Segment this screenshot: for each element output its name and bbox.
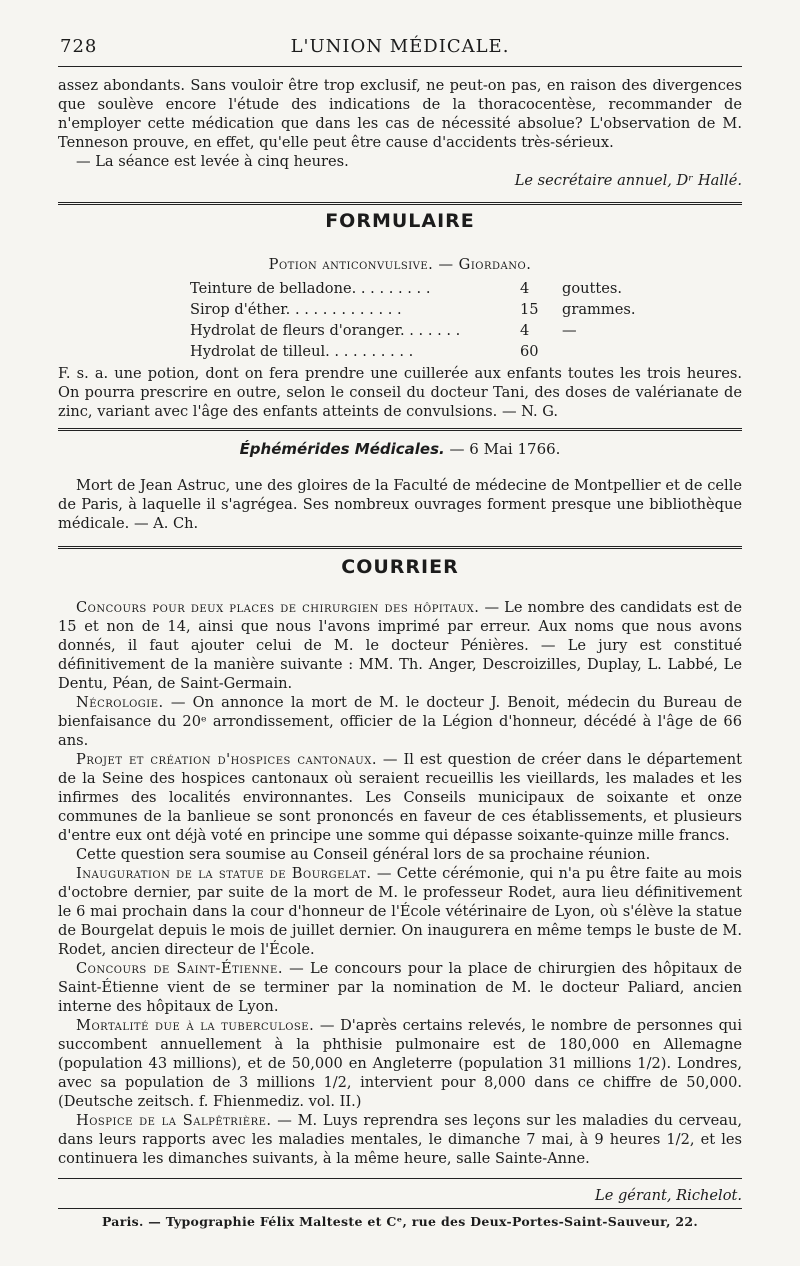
item-label: Mortalité due à la tuberculose.: [76, 1017, 315, 1034]
courrier-item: [58, 693, 742, 750]
item-text: — D'après certains relevés, le nombre de personnes qui succombent annuellement à la phthisie pulmonaire est de 180,000 en Allemagne (population 43 millions), et de 50,000 en Angleterre (population 31 millions 1/2). Londres, avec sa population de 3 millions 1/2, intervient pour 8,000 dans ce chiffre de 50,000. (Deutsche zeitsch. f. Fhienmediz. vol. II.): [58, 1017, 742, 1110]
ingredient-unit: —: [562, 322, 577, 339]
item-text: — On annonce la mort de M. le docteur J. Benoit, médecin du Bureau de bienfaisance du 20ᵉ arrondissement, officier de la Légion d'honneur, décédé à l'âge de 66 ans.: [58, 694, 742, 749]
ingredient-name: Hydrolat de tilleul. . . . . . . . . .: [190, 343, 414, 360]
courrier-item-extra: Cette question sera soumise au Conseil général lors de sa prochaine réunion.: [76, 846, 651, 863]
courrier-item: [58, 1016, 742, 1111]
ingredient-row: [190, 341, 620, 362]
ingredient-row: [190, 299, 636, 320]
item-text: — M. Luys reprendra ses leçons sur les maladies du cerveau, dans leurs rapports avec les maladies mentales, le dimanche 7 mai, à 9 heures 1/2, et les continuera les dimanches suivants, à la même heure, salle Sainte-Anne.: [58, 1112, 742, 1167]
intro-paragraph: assez abondants. Sans vouloir être trop exclusif, ne peut-on pas, en raison des divergences que soulève encore l'étude des indications de la thoracocentèse, recommander de n'employer cette médication que dans les cas de nécessité absolue? L'observation de M. Tenneson prouve, en effet, qu'elle peut être cause d'accidents très-sérieux.: [58, 77, 742, 151]
section-divider: [58, 428, 742, 431]
formula-instructions: [58, 364, 742, 421]
session-closing: — La séance est levée à cinq heures.: [76, 153, 349, 170]
item-text: — Le concours pour la place de chirurgien des hôpitaux de Saint-Étienne vient de se terminer par la nomination de M. le docteur Paliard, ancien interne des hôpitaux de Lyon.: [58, 960, 742, 1015]
ephemerides-heading: [58, 440, 742, 458]
courrier-section: [58, 598, 742, 1168]
item-text: — Le nombre des candidats est de 15 et non de 14, ainsi que nous l'avons imprimé par erreur. Aux noms que nous avons donnés, il faut ajouter celui de M. le docteur Pénières. — Le jury est constitué définitivement de la manière suivante : MM. Th. Anger, Descroizilles, Duplay, L. Labbé, Le Dentu, Péan, de Saint-Germain.: [58, 599, 742, 692]
ingredient-unit: grammes.: [562, 301, 636, 318]
courrier-item: [58, 750, 742, 845]
header-rule: [58, 66, 742, 67]
ingredient-name: Teinture de belladone. . . . . . . . .: [190, 280, 431, 297]
item-label: Concours de Saint-Étienne.: [76, 960, 283, 977]
ingredient-quantity: 15: [520, 301, 539, 318]
ingredient-unit: gouttes.: [562, 280, 623, 297]
item-label: Projet et création d'hospices cantonaux.: [76, 751, 377, 768]
formulaire-title: FORMULAIRE: [325, 210, 475, 232]
item-text: — Il est question de créer dans le département de la Seine des hospices cantonaux où seraient recueillis les vieillards, les malades et les infirmes des localités environnantes. Les Conseils municipaux de soixante et onze communes de la banlieue se sont prononcés en faveur de ces établissements, et plusieurs d'entre eux ont déjà voté en principe une somme qui dépasse soixante-quinze mille francs.: [58, 751, 743, 844]
section-divider: [58, 202, 742, 205]
closing-rule: [58, 1178, 742, 1179]
intro-section: [58, 76, 742, 190]
ephemerides-text: Mort de Jean Astruc, une des gloires de la Faculté de médecine de Montpellier et de celle de Paris, à laquelle il s'agrégea. Ses nombreux ouvrages forment presque une bibliothèque médicale. — A. Ch.: [58, 477, 742, 532]
section-divider: [58, 546, 742, 549]
ephemerides-section: [58, 476, 742, 533]
journal-title: L'UNION MÉDICALE.: [290, 36, 510, 57]
item-text: — Cette cérémonie, qui n'a pu être faite au mois d'octobre dernier, par suite de la mort de M. le professeur Rodet, aura lieu définitivement le 6 mai prochain dans la cour d'honneur de l'École vétérinaire de Lyon, où s'élève la statue de Bourgelat depuis le mois de juillet dernier. On inaugurera en même temps le buste de M. Rodet, ancien directeur de l'École.: [58, 865, 742, 958]
page-header: [60, 32, 740, 62]
formula-heading: Potion anticonvulsive. — Giordano.: [268, 256, 532, 273]
ingredient-quantity: 4: [520, 280, 530, 297]
ingredient-list: [190, 278, 636, 362]
secretary-signature: Le secrétaire annuel, Dʳ Hallé.: [514, 172, 742, 189]
ingredient-name: Sirop d'éther. . . . . . . . . . . . .: [190, 301, 402, 318]
courrier-item: [58, 864, 742, 959]
ingredient-row: [190, 320, 620, 341]
printer-imprint: Paris. — Typographie Félix Malteste et Cᵉ, rue des Deux-Portes-Saint-Sauveur, 22.: [101, 1214, 699, 1229]
ingredient-name: Hydrolat de fleurs d'oranger. . . . . . .: [190, 322, 461, 339]
courrier-item: [58, 1111, 742, 1168]
ephemerides-date: — 6 Mai 1766.: [449, 440, 561, 458]
item-label: Nécrologie.: [76, 694, 164, 711]
item-label: Hospice de la Salpêtrière.: [76, 1112, 272, 1129]
ingredient-row: [190, 278, 623, 299]
formula-text: F. s. a. une potion, dont on fera prendre une cuillerée aux enfants toutes les trois heures. On pourra prescrire en outre, selon le conseil du docteur Tani, des doses de valérianate de zinc, variant avec l'âge des enfants atteints de convulsions. — N. G.: [58, 365, 742, 420]
courrier-title: COURRIER: [341, 556, 459, 578]
ingredient-quantity: 4: [520, 322, 530, 339]
item-label: Inauguration de la statue de Bourgelat.: [76, 865, 372, 882]
gerant-signature: Le gérant, Richelot.: [595, 1187, 742, 1204]
ephemerides-title: Éphémérides Médicales.: [239, 440, 445, 458]
courrier-item: [58, 598, 742, 693]
courrier-item: [58, 959, 742, 1016]
item-label: Concours pour deux places de chirurgien des hôpitaux.: [76, 599, 480, 616]
ingredient-quantity: 60: [520, 343, 539, 360]
page-number: 728: [60, 36, 98, 57]
footer-rule: [58, 1208, 742, 1209]
